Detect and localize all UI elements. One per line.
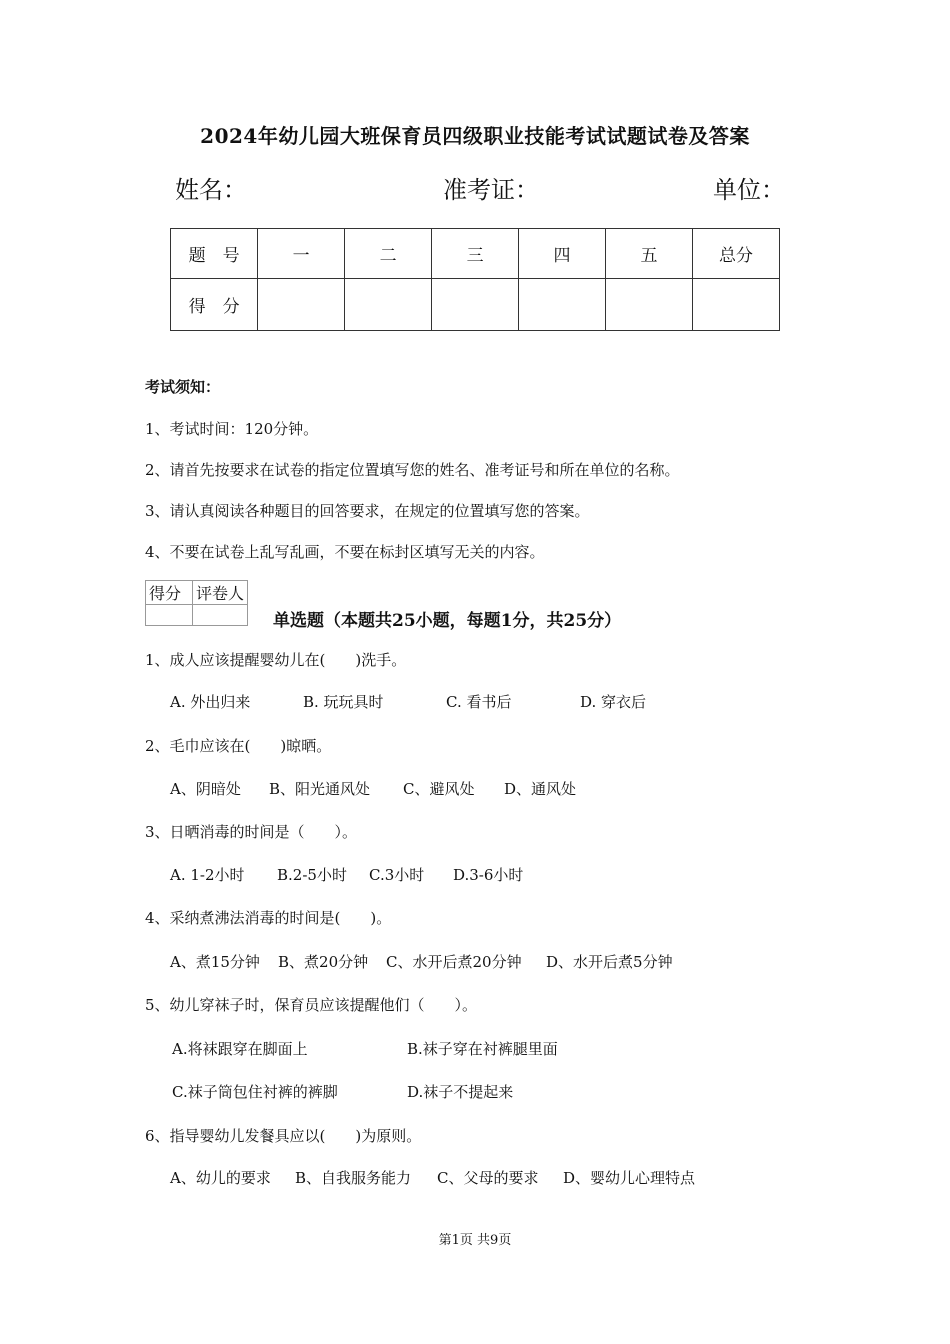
notice-item: 3、请认真阅读各种题目的回答要求，在规定的位置填写您的答案。 [145,502,590,520]
score-cell[interactable] [692,279,779,331]
question-stem: 1、成人应该提醒婴幼儿在( )洗手。 [145,651,407,669]
notice-heading: 考试须知： [145,378,221,396]
header-cell: 四 [519,229,606,279]
grader-box [145,580,248,626]
question-option: A、阴暗处 [170,780,241,798]
question-option: C、水开后煮20分钟 [386,953,522,971]
score-cell[interactable] [345,279,432,331]
score-cell[interactable] [606,279,693,331]
question-option: A、煮15分钟 [170,953,260,971]
question-option: B.袜子穿在衬裤腿里面 [407,1040,558,1058]
question-option: D、水开后煮5分钟 [546,953,673,971]
question-stem: 2、毛巾应该在( )晾晒。 [145,737,332,755]
question-option: C、父母的要求 [437,1169,539,1187]
question-option: A.将袜跟穿在脚面上 [172,1040,308,1058]
question-option: C. 看书后 [446,693,512,711]
question-option: B、阳光通风处 [269,780,371,798]
score-table-header-row [171,229,780,279]
candidate-info-row [175,170,785,204]
header-cell: 总分 [692,229,779,279]
question-option: C.袜子筒包住衬裤的裤脚 [172,1083,338,1101]
question-option: A. 1-2小时 [170,866,245,884]
question-option: D.袜子不提起来 [407,1083,514,1101]
question-stem: 6、指导婴幼儿发餐具应以( )为原则。 [145,1127,422,1145]
question-option: B、煮20分钟 [278,953,369,971]
ticket-label: 准考证： [443,176,539,204]
header-cell: 三 [432,229,519,279]
score-cell[interactable] [432,279,519,331]
question-option: D、通风处 [504,780,577,798]
question-option: B. 玩玩具时 [303,693,384,711]
header-cell: 五 [606,229,693,279]
question-option: D、婴幼儿心理特点 [563,1169,696,1187]
score-cell[interactable] [519,279,606,331]
section-title: 单选题（本题共25小题，每题1分，共25分） [273,611,622,631]
question-option: B.2-5小时 [277,866,347,884]
header-cell: 二 [345,229,432,279]
grader-reviewer-label: 评卷人 [193,581,248,605]
question-option: B、自我服务能力 [295,1169,412,1187]
unit-label: 单位： [713,176,785,204]
grader-score-label: 得分 [146,581,193,605]
notice-item: 1、考试时间：120分钟。 [145,420,319,438]
page-footer: 第1页 共9页 [438,1233,512,1248]
header-cell: 一 [258,229,345,279]
question-stem: 3、日晒消毒的时间是（ ）。 [145,823,358,841]
grader-reviewer-cell[interactable] [193,605,248,626]
score-table-score-row [171,279,780,331]
score-cell[interactable] [258,279,345,331]
score-table [170,228,780,331]
question-option: A. 外出归来 [170,693,251,711]
notice-item: 4、不要在试卷上乱写乱画，不要在标封区填写无关的内容。 [145,543,545,561]
question-option: C.3小时 [369,866,425,884]
grader-score-cell[interactable] [146,605,193,626]
name-label: 姓名： [175,176,247,204]
question-option: A、幼儿的要求 [170,1169,271,1187]
question-stem: 5、幼儿穿袜子时，保育员应该提醒他们（ ）。 [145,996,478,1014]
notice-item: 2、请首先按要求在试卷的指定位置填写您的姓名、准考证号和所在单位的名称。 [145,461,680,479]
question-option: D. 穿衣后 [580,693,647,711]
page-title: 2024年幼儿园大班保育员四级职业技能考试试题试卷及答案 [200,124,750,148]
row-label-cell: 得 分 [171,279,258,331]
question-stem: 4、采纳煮沸法消毒的时间是( )。 [145,909,392,927]
question-option: D.3-6小时 [453,866,524,884]
header-cell: 题 号 [171,229,258,279]
question-option: C、避风处 [403,780,475,798]
